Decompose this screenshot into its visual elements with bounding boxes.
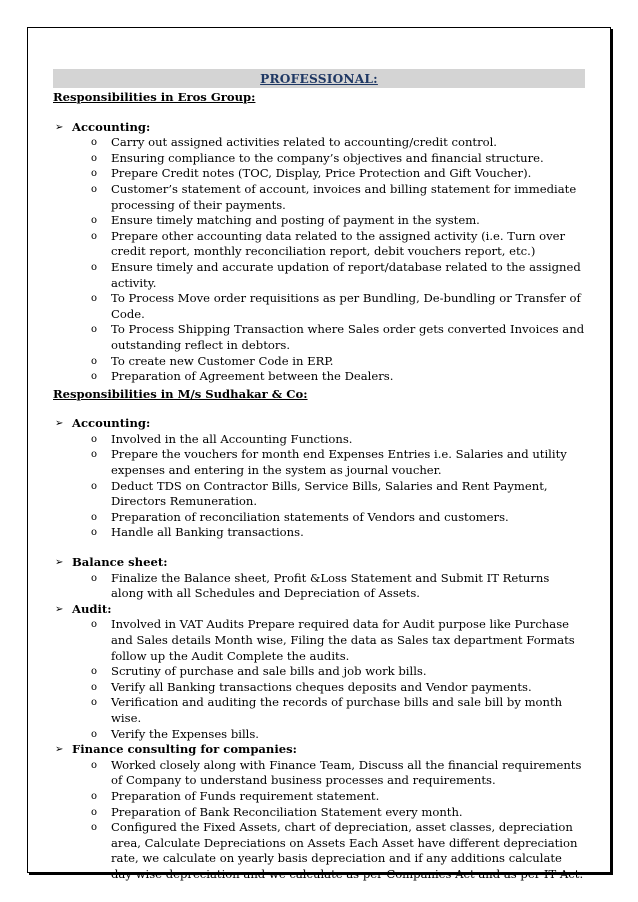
category-heading: [53, 416, 585, 432]
list-item: [53, 617, 585, 664]
spacer: [53, 106, 585, 120]
list-item-text: Handle all Banking transactions.: [111, 525, 304, 540]
category-heading-text: Accounting:: [72, 119, 151, 134]
list-item-text: To Process Move order requisitions as per Bundling, De-bundling or Transfer of Code.: [111, 291, 581, 321]
list-item: [53, 322, 585, 353]
circle-bullet-icon: o: [91, 806, 98, 818]
spacer: [53, 541, 585, 555]
circle-bullet-icon: o: [91, 619, 98, 631]
circle-bullet-icon: o: [91, 433, 98, 445]
arrow-bullet-icon: ➢: [55, 603, 64, 615]
category-heading-text: Balance sheet:: [72, 555, 168, 570]
list-item: [53, 369, 585, 385]
circle-bullet-icon: o: [91, 324, 98, 336]
list-item: [53, 727, 585, 743]
list-item-text: Worked closely along with Finance Team, Discuss all the financial requirements of Company to understand business processes and requirements.: [111, 757, 582, 788]
arrow-bullet-icon: ➢: [55, 121, 64, 133]
list-item-text: Involved in the all Accounting Functions.: [111, 431, 353, 446]
list-item-text: Customer’s statement of account, invoices and billing statement for immediate processing of their payments.: [111, 181, 577, 212]
list-item-text: Verify the Expenses bills.: [111, 726, 259, 741]
list-item-text: Ensure timely and accurate updation of report/database related to the assigned activity.: [111, 259, 581, 290]
list-item-text: To Process Shipping Transaction where Sales order gets converted Invoices and outstanding reflect in debtors.: [111, 322, 585, 352]
list-item-text: Finalize the Balance sheet, Profit &Loss Statement and Submit IT Returns along with all Schedules and Depreciation of Assets.: [111, 570, 550, 601]
circle-bullet-icon: o: [91, 728, 98, 740]
list-item: [53, 479, 585, 510]
circle-bullet-icon: o: [91, 293, 98, 305]
list-item-text: Deduct TDS on Contractor Bills, Service Bills, Salaries and Rent Payment, Directors Remuneration.: [111, 478, 548, 509]
circle-bullet-icon: o: [91, 511, 98, 523]
list-item-text: Ensuring compliance to the company’s objectives and financial structure.: [111, 150, 544, 165]
list-item: [53, 789, 585, 805]
list-item-text: Preparation of Bank Reconciliation Statement every month.: [111, 804, 463, 819]
category-heading-text: Accounting:: [72, 416, 151, 431]
circle-bullet-icon: o: [91, 449, 98, 461]
bullet-list: [53, 135, 585, 385]
list-item-text: Carry out assigned activities related to accounting/credit control.: [111, 135, 497, 150]
category-heading: [53, 742, 585, 758]
list-item-text: Scrutiny of purchase and sale bills and job work bills.: [111, 664, 427, 679]
list-item: [53, 432, 585, 448]
list-item: [53, 229, 585, 260]
circle-bullet-icon: o: [91, 355, 98, 367]
list-item: [53, 695, 585, 726]
list-item: [53, 664, 585, 680]
list-item: [53, 680, 585, 696]
list-item: [53, 758, 585, 789]
circle-bullet-icon: o: [91, 666, 98, 678]
arrow-bullet-icon: ➢: [55, 557, 64, 569]
circle-bullet-icon: o: [91, 168, 98, 180]
circle-bullet-icon: o: [91, 480, 98, 492]
list-item: [53, 525, 585, 541]
list-item: [53, 510, 585, 526]
circle-bullet-icon: o: [91, 261, 98, 273]
list-item-text: To create new Customer Code in ERP.: [111, 353, 334, 368]
list-item-text: Preparation of reconciliation statements of Vendors and customers.: [111, 509, 509, 524]
list-item: [53, 820, 585, 882]
category-heading-text: Finance consulting for companies:: [72, 742, 297, 757]
list-item-text: Ensure timely matching and posting of payment in the system.: [111, 213, 480, 228]
category-heading: [53, 120, 585, 136]
circle-bullet-icon: o: [91, 681, 98, 693]
list-item: [53, 447, 585, 478]
document-body: [53, 69, 585, 883]
arrow-bullet-icon: ➢: [55, 418, 64, 430]
responsibilities-heading: Responsibilities in M/s Sudhakar & Co:: [53, 386, 308, 401]
circle-bullet-icon: o: [91, 572, 98, 584]
list-item-text: Preparation of Agreement between the Dealers.: [111, 369, 394, 384]
list-item: [53, 805, 585, 821]
circle-bullet-icon: o: [91, 183, 98, 195]
circle-bullet-icon: o: [91, 759, 98, 771]
circle-bullet-icon: o: [91, 527, 98, 539]
spacer: [53, 402, 585, 416]
circle-bullet-icon: o: [91, 215, 98, 227]
list-item-text: Verify all Banking transactions cheques deposits and Vendor payments.: [111, 679, 532, 694]
arrow-bullet-icon: ➢: [55, 744, 64, 756]
category-heading: [53, 555, 585, 571]
circle-bullet-icon: o: [91, 230, 98, 242]
list-item-text: Configured the Fixed Assets, chart of depreciation, asset classes, depreciation area, Calculate Depreciations on Assets Each Asset have different depreciation rate, we calculate on yearly basis depreciation and if any additions calculate day wise depreciation and we calculate as per Companies Act and as per IT Act.: [111, 820, 584, 881]
section-title: PROFESSIONAL:: [260, 72, 378, 86]
list-item-text: Preparation of Funds requirement statement.: [111, 788, 380, 803]
circle-bullet-icon: o: [91, 790, 98, 802]
circle-bullet-icon: o: [91, 822, 98, 834]
bullet-list: [53, 432, 585, 541]
list-item: [53, 213, 585, 229]
responsibilities-heading: Responsibilities in Eros Group:: [53, 90, 256, 104]
list-item: [53, 182, 585, 213]
list-item: [53, 166, 585, 182]
category-heading-text: Audit:: [72, 601, 112, 616]
list-item: [53, 260, 585, 291]
list-item-text: Involved in VAT Audits Prepare required data for Audit purpose like Purchase and Sales details Month wise, Filing the data as Sales tax department Formats follow up the Audit Complete the audits.: [111, 617, 575, 663]
list-item-text: Verification and auditing the records of purchase bills and sale bill by month wise.: [111, 695, 563, 725]
list-item: [53, 571, 585, 602]
circle-bullet-icon: o: [91, 697, 98, 709]
circle-bullet-icon: o: [91, 152, 98, 164]
category-heading: [53, 602, 585, 618]
list-item-text: Prepare other accounting data related to the assigned activity (i.e. Turn over credit report, monthly reconciliation report, debit vouchers report, etc.): [111, 228, 566, 259]
bullet-list: [53, 758, 585, 883]
circle-bullet-icon: o: [91, 371, 98, 383]
list-item: [53, 291, 585, 322]
list-item: [53, 135, 585, 151]
bullet-list: [53, 617, 585, 742]
list-item-text: Prepare the vouchers for month end Expenses Entries i.e. Salaries and utility expenses and entering in the system as journal voucher.: [111, 447, 567, 478]
list-item-text: Prepare Credit notes (TOC, Display, Price Protection and Gift Voucher).: [111, 166, 532, 181]
list-item: [53, 151, 585, 167]
section-header: [53, 69, 585, 88]
list-item: [53, 354, 585, 370]
bullet-list: [53, 571, 585, 602]
circle-bullet-icon: o: [91, 137, 98, 149]
